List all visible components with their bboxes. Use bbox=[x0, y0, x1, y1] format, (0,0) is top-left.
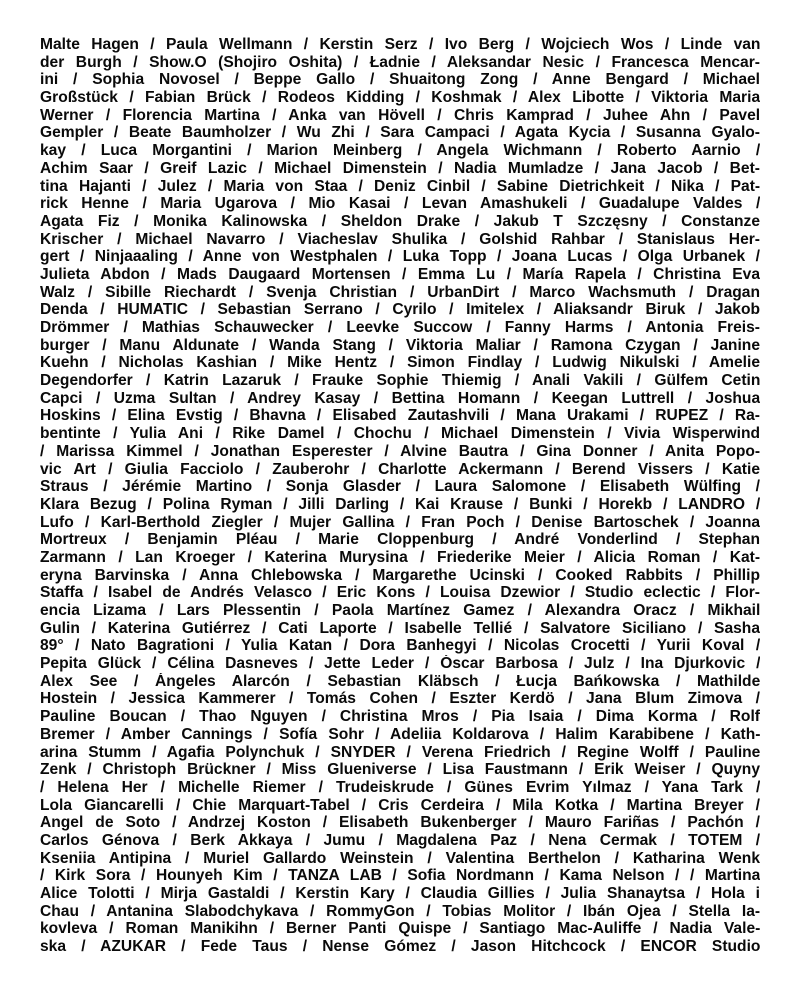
names-line: Agata Fiz / Monika Kalinowska / Sheldon Drake / Jakub T Szczęsny / Constanze bbox=[40, 212, 760, 230]
names-line: Alex See / Ángeles Alarcón / Sebastian Kläbsch / Łucja Bańkowska / Mathilde bbox=[40, 672, 760, 690]
names-line: eryna Barvinska / Anna Chlebowska / Margarethe Ucinski / Cooked Rabbits / Phillip bbox=[40, 566, 760, 584]
names-line: kay / Luca Morgantini / Marion Meinberg / Angela Wichmann / Roberto Aarnio / bbox=[40, 142, 760, 160]
names-line: Walz / Sibille Riechardt / Svenja Christian / UrbanDirt / Marco Wachsmuth / Dragan bbox=[40, 283, 760, 301]
names-line: Angel de Soto / Andrzej Koston / Elisabeth Bukenberger / Mauro Fariñas / Pachón / bbox=[40, 814, 760, 832]
contributor-names-block bbox=[40, 36, 760, 956]
names-line: der Burgh / Show.O (Shojiro Oshita) / Ładnie / Aleksandar Nesic / Francesca Mencar- bbox=[40, 53, 760, 71]
names-line: Capci / Uzma Sultan / Andrey Kasay / Bettina Homann / Keegan Luttrell / Joshua bbox=[40, 389, 760, 407]
names-line: Achim Saar / Greif Lazic / Michael Dimenstein / Nadia Mumladze / Jana Jacob / Bet- bbox=[40, 159, 760, 177]
names-line: Gulin / Katerina Gutiérrez / Cati Laporte / Isabelle Tellié / Salvatore Siciliano / Sasha bbox=[40, 619, 760, 637]
names-line: Carlos Génova / Berk Akkaya / Jumu / Magdalena Paz / Nena Cermak / TOTEM / bbox=[40, 831, 760, 849]
names-line: Kseniia Antipina / Muriel Gallardo Weinstein / Valentina Berthelon / Katharina Wenk bbox=[40, 849, 760, 867]
names-line: Krischer / Michael Navarro / Viacheslav Shulika / Golshid Rahbar / Stanislaus Her- bbox=[40, 230, 760, 248]
names-line: Gempler / Beate Baumholzer / Wu Zhi / Sara Campaci / Agata Kycia / Susanna Gyalo- bbox=[40, 124, 760, 142]
names-line: kovleva / Roman Manikihn / Berner Panti Quispe / Santiago Mac-Auliffe / Nadia Vale- bbox=[40, 920, 760, 938]
names-line: Kuehn / Nicholas Kashian / Mike Hentz / Simon Findlay / Ludwig Nikulski / Amelie bbox=[40, 354, 760, 372]
names-line: 89° / Nato Bagrationi / Yulia Katan / Dora Banhegyi / Nicolas Crocetti / Yurii Koval / bbox=[40, 637, 760, 655]
names-line: rick Henne / Maria Ugarova / Mio Kasai / Levan Amashukeli / Guadalupe Valdes / bbox=[40, 195, 760, 213]
names-line: gert / Ninjaaaling / Anne von Westphalen / Luka Topp / Joana Lucas / Olga Urbanek / bbox=[40, 248, 760, 266]
names-line: Degendorfer / Katrin Lazaruk / Frauke Sophie Thiemig / Anali Vakili / Gülfem Cetin bbox=[40, 372, 760, 390]
names-line: Pepita Glück / Célina Dasneves / Jette Leder / Óscar Barbosa / Julz / Ina Djurkovic / bbox=[40, 655, 760, 673]
names-line: Lufo / Karl-Berthold Ziegler / Mujer Gallina / Fran Poch / Denise Bartoschek / Joanna bbox=[40, 513, 760, 531]
names-line: encia Lizama / Lars Plessentin / Paola Martínez Gamez / Alexandra Oracz / Mikhail bbox=[40, 602, 760, 619]
names-line: Bremer / Amber Cannings / Sofía Sohr / Adeliia Koldarova / Halim Karabibene / Kath- bbox=[40, 725, 760, 743]
names-line: / Marissa Kimmel / Jonathan Esperester / Alvine Bautra / Gina Donner / Anita Popo- bbox=[40, 442, 760, 460]
names-line: Denda / HUMATIC / Sebastian Serrano / Cyrilo / Imitelex / Aliaksandr Biruk / Jakob bbox=[40, 301, 760, 319]
names-line: Julieta Abdon / Mads Daugaard Mortensen / Emma Lu / María Rapela / Christina Eva bbox=[40, 265, 760, 283]
names-line: Klara Bezug / Polina Ryman / Jilli Darling / Kai Krause / Bunki / Horekb / LANDRO / bbox=[40, 495, 760, 513]
names-line: Mortreux / Benjamin Pléau / Marie Cloppenburg / André Vonderlind / Stephan bbox=[40, 531, 760, 549]
names-line: Lola Giancarelli / Chie Marquart-Tabel / Cris Cerdeira / Mila Kotka / Martina Breyer / bbox=[40, 796, 760, 814]
names-line: Hostein / Jessica Kammerer / Tomás Cohen / Eszter Kerdö / Jana Blum Zimova / bbox=[40, 690, 760, 708]
names-line: / Kirk Sora / Hounyeh Kim / TANZA LAB / Sofia Nordmann / Kama Nelson / / Martina bbox=[40, 867, 760, 885]
names-line: tina Hajanti / Julez / Maria von Staa / Deniz Cinbil / Sabine Dietrichkeit / Nika / Pat- bbox=[40, 177, 760, 195]
names-line: ska / AZUKAR / Fede Taus / Nense Gómez / Jason Hitchcock / ENCOR Studio bbox=[40, 938, 760, 956]
names-line: bentinte / Yulia Ani / Rike Damel / Chochu / Michael Dimenstein / Vivia Wisperwind bbox=[40, 425, 760, 443]
names-line: Pauline Boucan / Thao Nguyen / Christina Mros / Pia Isaia / Dima Korma / Rolf bbox=[40, 708, 760, 726]
names-line: ini / Sophia Novosel / Beppe Gallo / Shuaitong Zong / Anne Bengard / Michael bbox=[40, 71, 760, 89]
names-line: Zarmann / Lan Kroeger / Katerina Murysina / Friederike Meier / Alicia Roman / Kat- bbox=[40, 548, 760, 566]
names-line: Drömmer / Mathias Schauwecker / Leevke Succow / Fanny Harms / Antonia Freis- bbox=[40, 319, 760, 336]
names-line: Malte Hagen / Paula Wellmann / Kerstin Serz / Ivo Berg / Wojciech Wos / Linde van bbox=[40, 36, 760, 53]
names-line: Alice Tolotti / Mirja Gastaldi / Kerstin Kary / Claudia Gillies / Julia Shanaytsa / Hola i bbox=[40, 885, 760, 902]
names-line: Staffa / Isabel de Andrés Velasco / Eric Kons / Louisa Dzewior / Studio eclectic / Flor- bbox=[40, 584, 760, 602]
names-line: / Helena Her / Michelle Riemer / Trudeiskrude / Günes Evrim Yılmaz / Yana Tark / bbox=[40, 778, 760, 796]
names-line: Straus / Jérémie Martino / Sonja Glasder / Laura Salomone / Elisabeth Wülfing / bbox=[40, 478, 760, 496]
names-line: Großstück / Fabian Brück / Rodeos Kidding / Koshmak / Alex Libotte / Viktoria Maria bbox=[40, 89, 760, 107]
names-line: vic Art / Giulia Facciolo / Zauberohr / Charlotte Ackermann / Berend Vissers / Katie bbox=[40, 460, 760, 478]
names-line: burger / Manu Aldunate / Wanda Stang / Viktoria Maliar / Ramona Czygan / Janine bbox=[40, 336, 760, 354]
names-line: Zenk / Christoph Brückner / Miss Glueniverse / Lisa Faustmann / Erik Weiser / Quyny bbox=[40, 761, 760, 779]
names-line: Hoskins / Elina Evstig / Bhavna / Elisabed Zautashvili / Mana Urakami / RUPEZ / Ra- bbox=[40, 407, 760, 425]
names-line: Werner / Florencia Martina / Anka van Hövell / Chris Kamprad / Juhee Ahn / Pavel bbox=[40, 106, 760, 124]
names-line: arina Stumm / Agafia Polynchuk / SNYDER / Verena Friedrich / Regine Wolff / Pauline bbox=[40, 743, 760, 761]
names-line: Chau / Antanina Slabodchykava / RommyGon / Tobias Molitor / Ibán Ojea / Stella Ia- bbox=[40, 902, 760, 920]
